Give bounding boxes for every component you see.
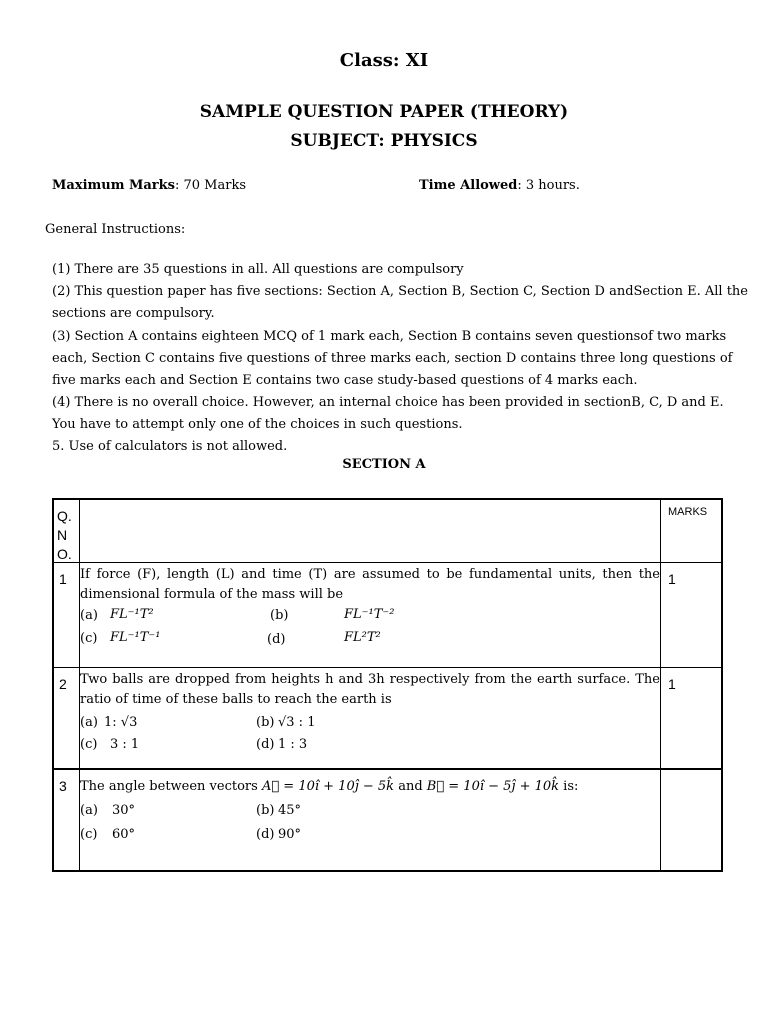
table-border bbox=[52, 870, 723, 872]
instruction-line: five marks each and Section E contains two case study-based questions of 4 marks each. bbox=[52, 373, 638, 388]
table-border bbox=[52, 768, 723, 770]
maximum-marks-label: Maximum Marks bbox=[52, 178, 175, 193]
option-value: 3 : 1 bbox=[110, 737, 140, 752]
subject-title: SUBJECT: PHYSICS bbox=[290, 131, 478, 151]
question-marks: 1 bbox=[668, 676, 676, 692]
option-label: (b) bbox=[256, 803, 275, 818]
option-label: (c) bbox=[80, 631, 98, 646]
instruction-line: 5. Use of calculators is not allowed. bbox=[52, 439, 288, 454]
option-label: (a) bbox=[80, 715, 98, 730]
table-border bbox=[52, 498, 723, 500]
header-question-number bbox=[57, 507, 77, 564]
option-value: FL²T² bbox=[344, 630, 381, 645]
instruction-line: (2) This question paper has five sections: Section A, Section B, Section C, Section D andSection E. All the bbox=[52, 284, 749, 299]
option-label: (d) bbox=[256, 827, 275, 842]
option-value: 30° bbox=[112, 803, 136, 818]
maximum-marks-value: : 70 Marks bbox=[174, 178, 246, 193]
question-text-part: The angle between vectors bbox=[80, 779, 262, 794]
option-label: (b) bbox=[270, 608, 289, 623]
question-text-line bbox=[80, 777, 660, 797]
vector-b-symbol: B⃗ bbox=[426, 779, 445, 794]
option-value: 1 : 3 bbox=[278, 737, 308, 752]
header-qno-part: Q. bbox=[57, 508, 72, 524]
question-text-line: Two balls are dropped from heights h and 3h respectively from the earth surface. The bbox=[80, 672, 660, 687]
instruction-line: (1) There are 35 questions in all. All questions are compulsory bbox=[52, 262, 464, 277]
header-marks: MARKS bbox=[668, 506, 708, 518]
option-value: 60° bbox=[112, 827, 136, 842]
option-value: 90° bbox=[278, 827, 302, 842]
question-number: 2 bbox=[59, 676, 67, 692]
instruction-line: (4) There is no overall choice. However, an internal choice has been provided in sectionB, C, D and E. bbox=[52, 395, 724, 410]
question-number: 1 bbox=[59, 571, 67, 587]
vector-a-expression: = 10î + 10ĵ − 5k̂ bbox=[279, 779, 395, 794]
questions-table bbox=[52, 498, 723, 872]
option-value: √3 : 1 bbox=[278, 715, 316, 730]
time-allowed-value: : 3 hours. bbox=[517, 178, 580, 193]
time-allowed-label: Time Allowed bbox=[419, 178, 518, 193]
header-qno-part: O. bbox=[57, 546, 72, 562]
header-qno-part: N bbox=[57, 527, 68, 543]
question-marks: 1 bbox=[668, 571, 676, 587]
instruction-line: You have to attempt only one of the choices in such questions. bbox=[52, 417, 463, 432]
instruction-line: sections are compulsory. bbox=[52, 306, 215, 321]
question-text-line: If force (F), length (L) and time (T) are assumed to be fundamental units, then the bbox=[80, 567, 660, 582]
table-border bbox=[52, 498, 54, 872]
class-heading: Class: XI bbox=[339, 50, 429, 71]
question-text-line: ratio of time of these balls to reach the earth is bbox=[80, 692, 392, 707]
section-title: SECTION A bbox=[342, 457, 426, 472]
general-instructions-heading: General Instructions: bbox=[45, 222, 186, 237]
question-text-part: is: bbox=[559, 779, 579, 794]
table-border bbox=[52, 667, 723, 668]
option-value: FL⁻¹T⁻² bbox=[344, 607, 395, 622]
option-label: (a) bbox=[80, 803, 98, 818]
maximum-marks bbox=[52, 178, 246, 193]
option-label: (b) bbox=[256, 715, 275, 730]
instruction-line: (3) Section A contains eighteen MCQ of 1 mark each, Section B contains seven questionsof two marks bbox=[52, 329, 727, 344]
option-value: FL⁻¹T⁻¹ bbox=[110, 630, 161, 645]
option-label: (c) bbox=[80, 827, 98, 842]
option-value: 1: √3 bbox=[104, 715, 138, 730]
option-value: FL⁻¹T² bbox=[110, 607, 154, 622]
question-number: 3 bbox=[59, 778, 67, 794]
instruction-line: each, Section C contains five questions of three marks each, section D contains three long questions of bbox=[52, 351, 733, 366]
option-label: (c) bbox=[80, 737, 98, 752]
question-text-line: dimensional formula of the mass will be bbox=[80, 587, 344, 602]
table-border bbox=[52, 562, 723, 563]
table-border bbox=[721, 498, 723, 872]
vector-a-symbol: A⃗ bbox=[261, 779, 280, 794]
question-text-part: and bbox=[394, 779, 427, 794]
paper-title: SAMPLE QUESTION PAPER (THEORY) bbox=[199, 102, 569, 122]
option-value: 45° bbox=[278, 803, 302, 818]
vector-b-expression: = 10î − 5ĵ + 10k̂ bbox=[444, 779, 560, 794]
option-label: (a) bbox=[80, 608, 98, 623]
option-label: (d) bbox=[267, 632, 286, 647]
option-label: (d) bbox=[256, 737, 275, 752]
table-border bbox=[660, 498, 661, 872]
time-allowed bbox=[419, 178, 580, 193]
